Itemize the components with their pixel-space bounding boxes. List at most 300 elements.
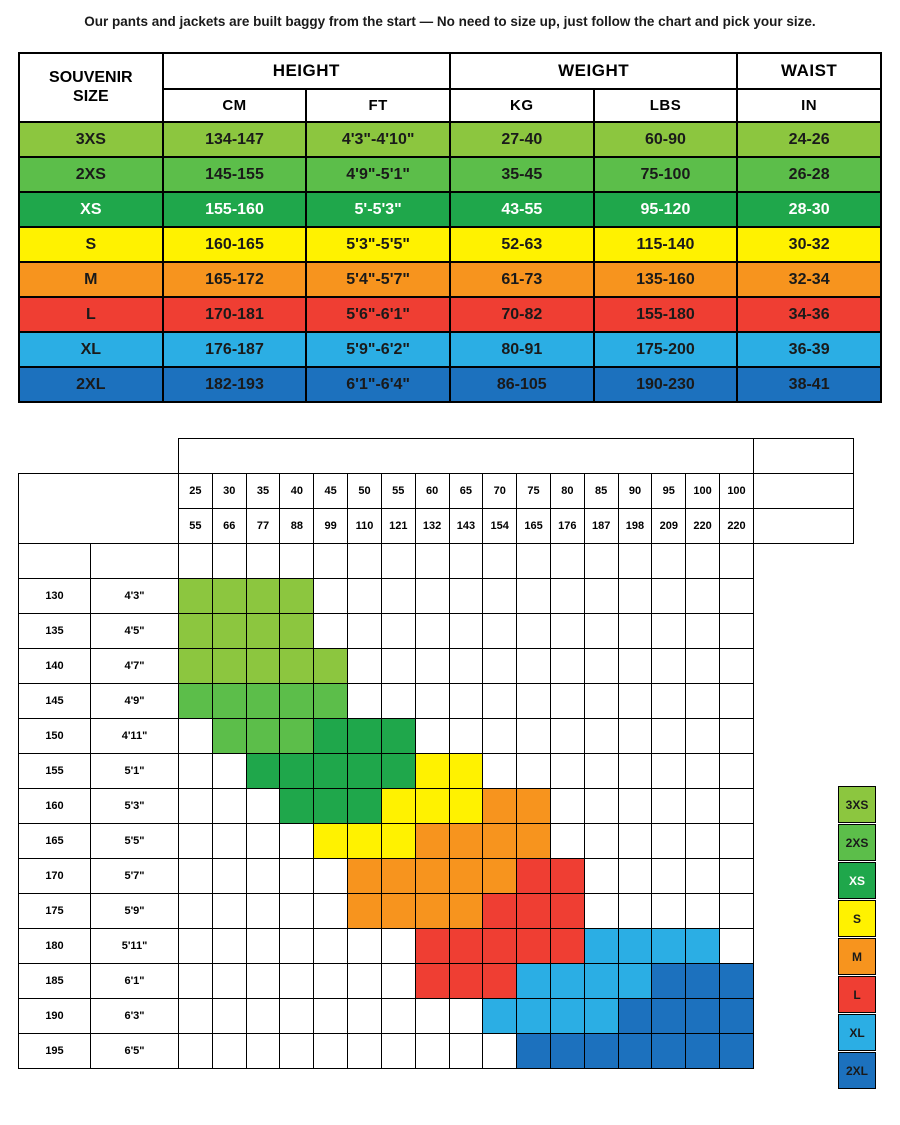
matrix-cell-empty bbox=[618, 719, 652, 754]
matrix-cell-empty bbox=[618, 789, 652, 824]
spacer-unit bbox=[754, 684, 854, 719]
kg-tick: 25 bbox=[179, 474, 213, 509]
size-cell-cm: 145-155 bbox=[163, 157, 307, 192]
table-row bbox=[19, 122, 881, 157]
table-row bbox=[19, 157, 881, 192]
matrix-cell-2xs bbox=[280, 719, 314, 754]
matrix-cell-empty bbox=[179, 929, 213, 964]
matrix-cell-empty bbox=[381, 579, 415, 614]
matrix-cell-empty bbox=[314, 929, 348, 964]
matrix-cell-s bbox=[415, 789, 449, 824]
matrix-cell-empty bbox=[550, 544, 584, 579]
matrix-cell-xl bbox=[584, 929, 618, 964]
matrix-cell-empty bbox=[618, 614, 652, 649]
matrix-cell-empty bbox=[618, 579, 652, 614]
matrix-cell-s bbox=[348, 824, 382, 859]
size-cell-cm: 170-181 bbox=[163, 297, 307, 332]
ft-unit-label bbox=[91, 544, 179, 579]
matrix-cell-empty bbox=[720, 929, 754, 964]
matrix-cell-empty bbox=[550, 614, 584, 649]
matrix-cell-empty bbox=[415, 999, 449, 1034]
matrix-cell-empty bbox=[517, 684, 551, 719]
matrix-cell-empty bbox=[415, 614, 449, 649]
matrix-cell-empty bbox=[449, 579, 483, 614]
matrix-cell-empty bbox=[415, 719, 449, 754]
matrix-cell-empty bbox=[720, 649, 754, 684]
height-ft-label: 4'3" bbox=[91, 579, 179, 614]
height-ft-label: 4'9" bbox=[91, 684, 179, 719]
matrix-cell-xl bbox=[517, 964, 551, 999]
matrix-cell-empty bbox=[449, 684, 483, 719]
matrix-cell-l bbox=[483, 929, 517, 964]
height-ft-label: 5'9" bbox=[91, 894, 179, 929]
matrix-cell-2xl bbox=[720, 999, 754, 1034]
matrix-cell-xs bbox=[314, 719, 348, 754]
matrix-cell-empty bbox=[212, 929, 246, 964]
kg-tick: 50 bbox=[348, 474, 382, 509]
matrix-cell-xs bbox=[280, 789, 314, 824]
size-cell-size: 2XL bbox=[19, 367, 163, 402]
matrix-cell-empty bbox=[449, 1034, 483, 1069]
cm-unit-label bbox=[19, 544, 91, 579]
matrix-cell-empty bbox=[348, 929, 382, 964]
size-cell-ft: 5'4"-5'7" bbox=[306, 262, 450, 297]
matrix-cell-empty bbox=[517, 754, 551, 789]
matrix-cell-3xs bbox=[314, 649, 348, 684]
matrix-cell-empty bbox=[348, 999, 382, 1034]
matrix-cell-empty bbox=[686, 824, 720, 859]
size-cell-ft: 5'-5'3" bbox=[306, 192, 450, 227]
size-cell-size: 3XS bbox=[19, 122, 163, 157]
size-cell-in: 28-30 bbox=[737, 192, 881, 227]
lbs-tick: 187 bbox=[584, 509, 618, 544]
matrix-cell-l bbox=[550, 894, 584, 929]
size-cell-kg: 70-82 bbox=[450, 297, 594, 332]
matrix-cell-m bbox=[348, 859, 382, 894]
matrix-cell-xs bbox=[314, 754, 348, 789]
size-cell-kg: 43-55 bbox=[450, 192, 594, 227]
matrix-row bbox=[19, 649, 854, 684]
matrix-cell-2xl bbox=[652, 999, 686, 1034]
matrix-cell-empty bbox=[483, 544, 517, 579]
matrix-cell-empty bbox=[550, 719, 584, 754]
matrix-cell-l bbox=[483, 964, 517, 999]
matrix-cell-empty bbox=[618, 859, 652, 894]
matrix-title-row bbox=[19, 439, 854, 474]
souvenir-size-header bbox=[19, 53, 163, 122]
matrix-cell-empty bbox=[381, 1034, 415, 1069]
matrix-cell-xs bbox=[348, 789, 382, 824]
sub-header-ft: FT bbox=[306, 89, 450, 122]
spacer-unit bbox=[754, 544, 854, 579]
matrix-cell-empty bbox=[686, 684, 720, 719]
legend-item-s: S bbox=[838, 900, 876, 937]
matrix-cell-empty bbox=[652, 544, 686, 579]
size-cell-size: XL bbox=[19, 332, 163, 367]
matrix-cell-empty bbox=[212, 964, 246, 999]
matrix-cell-empty bbox=[212, 894, 246, 929]
height-cm-label: 155 bbox=[19, 754, 91, 789]
matrix-row bbox=[19, 1034, 854, 1069]
matrix-row bbox=[19, 684, 854, 719]
matrix-cell-empty bbox=[550, 649, 584, 684]
size-cell-size: M bbox=[19, 262, 163, 297]
matrix-cell-3xs bbox=[280, 579, 314, 614]
matrix-kg-row bbox=[19, 474, 854, 509]
size-cell-cm: 165-172 bbox=[163, 262, 307, 297]
lbs-tick: 55 bbox=[179, 509, 213, 544]
matrix-cell-empty bbox=[280, 859, 314, 894]
matrix-cell-m bbox=[449, 824, 483, 859]
height-cm-label: 180 bbox=[19, 929, 91, 964]
matrix-cell-empty bbox=[720, 754, 754, 789]
lbs-tick: 154 bbox=[483, 509, 517, 544]
spacer-unit bbox=[754, 614, 854, 649]
matrix-cell-empty bbox=[652, 719, 686, 754]
height-ft-label: 4'5" bbox=[91, 614, 179, 649]
matrix-cell-empty bbox=[280, 824, 314, 859]
matrix-cell-m bbox=[415, 859, 449, 894]
lbs-tick: 198 bbox=[618, 509, 652, 544]
matrix-cell-empty bbox=[652, 579, 686, 614]
matrix-cell-empty bbox=[449, 614, 483, 649]
matrix-cell-empty bbox=[584, 614, 618, 649]
matrix-cell-empty bbox=[246, 859, 280, 894]
kg-tick: 100 bbox=[720, 474, 754, 509]
matrix-cell-2xl bbox=[720, 1034, 754, 1069]
matrix-cell-empty bbox=[483, 754, 517, 789]
souvenir-size-header-line2: SIZE bbox=[73, 87, 109, 105]
matrix-row bbox=[19, 614, 854, 649]
matrix-cell-empty bbox=[686, 649, 720, 684]
matrix-cell-empty bbox=[314, 999, 348, 1034]
matrix-cell-empty bbox=[246, 929, 280, 964]
souvenir-size-table bbox=[18, 52, 882, 403]
matrix-cell-empty bbox=[652, 789, 686, 824]
matrix-cell-empty bbox=[415, 649, 449, 684]
matrix-cell-empty bbox=[720, 614, 754, 649]
matrix-cell-empty bbox=[550, 754, 584, 789]
height-ft-label: 6'1" bbox=[91, 964, 179, 999]
matrix-cell-empty bbox=[280, 1034, 314, 1069]
kg-tick: 60 bbox=[415, 474, 449, 509]
size-cell-lbs: 75-100 bbox=[594, 157, 738, 192]
matrix-cell-2xs bbox=[212, 719, 246, 754]
matrix-cell-xs bbox=[348, 754, 382, 789]
size-cell-cm: 155-160 bbox=[163, 192, 307, 227]
matrix-cell-m bbox=[348, 894, 382, 929]
height-cm-label: 190 bbox=[19, 999, 91, 1034]
sub-header-lbs: LBS bbox=[594, 89, 738, 122]
matrix-cell-empty bbox=[584, 649, 618, 684]
matrix-cell-xl bbox=[652, 929, 686, 964]
matrix-cell-3xs bbox=[179, 579, 213, 614]
matrix-cell-empty bbox=[212, 999, 246, 1034]
matrix-cell-empty bbox=[179, 1034, 213, 1069]
matrix-cell-2xl bbox=[584, 1034, 618, 1069]
matrix-cell-xl bbox=[584, 999, 618, 1034]
matrix-cell-empty bbox=[246, 789, 280, 824]
matrix-cell-2xl bbox=[686, 964, 720, 999]
sub-header-kg: KG bbox=[450, 89, 594, 122]
height-cm-label: 160 bbox=[19, 789, 91, 824]
size-table-head bbox=[19, 53, 881, 122]
matrix-cell-empty bbox=[550, 579, 584, 614]
matrix-cell-empty bbox=[584, 544, 618, 579]
matrix-cell-empty bbox=[686, 544, 720, 579]
lbs-tick: 88 bbox=[280, 509, 314, 544]
height-cm-label: 135 bbox=[19, 614, 91, 649]
size-table-body bbox=[19, 122, 881, 402]
lbs-tick: 143 bbox=[449, 509, 483, 544]
matrix-cell-2xl bbox=[618, 1034, 652, 1069]
matrix-cell-empty bbox=[381, 999, 415, 1034]
matrix-row bbox=[19, 964, 854, 999]
matrix-cell-empty bbox=[246, 894, 280, 929]
legend-item-xl: XL bbox=[838, 1014, 876, 1051]
matrix-cell-2xl bbox=[652, 964, 686, 999]
matrix-cell-empty bbox=[348, 684, 382, 719]
lbs-unit-label bbox=[754, 509, 854, 544]
matrix-cell-2xs bbox=[280, 684, 314, 719]
matrix-cell-empty bbox=[179, 964, 213, 999]
table-row bbox=[19, 262, 881, 297]
table-row bbox=[19, 332, 881, 367]
matrix-cell-2xl bbox=[550, 1034, 584, 1069]
kg-tick: 55 bbox=[381, 474, 415, 509]
matrix-cell-empty bbox=[618, 824, 652, 859]
matrix-cell-empty bbox=[618, 684, 652, 719]
size-cell-kg: 52-63 bbox=[450, 227, 594, 262]
height-ft-label: 4'11" bbox=[91, 719, 179, 754]
intro-text: Our pants and jackets are built baggy from the start — No need to size up, just follow the chart and pick your size. bbox=[84, 14, 816, 29]
matrix-cell-empty bbox=[280, 929, 314, 964]
kg-tick: 40 bbox=[280, 474, 314, 509]
height-ft-label: 6'3" bbox=[91, 999, 179, 1034]
height-cm-label: 170 bbox=[19, 859, 91, 894]
matrix-cell-empty bbox=[652, 754, 686, 789]
matrix-cell-empty bbox=[381, 614, 415, 649]
matrix-cell-l bbox=[449, 964, 483, 999]
matrix-cell-empty bbox=[720, 824, 754, 859]
matrix-cell-s bbox=[314, 824, 348, 859]
matrix-cell-2xs bbox=[212, 684, 246, 719]
size-cell-lbs: 115-140 bbox=[594, 227, 738, 262]
matrix-body bbox=[19, 439, 854, 1069]
matrix-cell-empty bbox=[652, 649, 686, 684]
matrix-cell-xl bbox=[483, 999, 517, 1034]
size-cell-in: 38-41 bbox=[737, 367, 881, 402]
matrix-cell-empty bbox=[348, 544, 382, 579]
matrix-cell-2xs bbox=[246, 719, 280, 754]
matrix-cell-empty bbox=[550, 789, 584, 824]
matrix-cell-empty bbox=[348, 1034, 382, 1069]
matrix-cell-2xl bbox=[652, 1034, 686, 1069]
matrix-cell-3xs bbox=[246, 649, 280, 684]
size-cell-ft: 4'3"-4'10" bbox=[306, 122, 450, 157]
matrix-cell-empty bbox=[246, 964, 280, 999]
matrix-cell-empty bbox=[584, 754, 618, 789]
matrix-cell-empty bbox=[584, 894, 618, 929]
legend-item-3xs: 3XS bbox=[838, 786, 876, 823]
matrix-cell-empty bbox=[618, 544, 652, 579]
matrix-cell-empty bbox=[483, 579, 517, 614]
matrix-cell-empty bbox=[720, 859, 754, 894]
kg-tick: 100 bbox=[686, 474, 720, 509]
matrix-cell-xs bbox=[246, 754, 280, 789]
height-weight-matrix bbox=[18, 438, 882, 1069]
matrix-cell-empty bbox=[280, 544, 314, 579]
matrix-cell-empty bbox=[246, 824, 280, 859]
matrix-cell-m bbox=[483, 789, 517, 824]
matrix-cell-empty bbox=[179, 824, 213, 859]
matrix-cell-empty bbox=[550, 824, 584, 859]
size-cell-kg: 61-73 bbox=[450, 262, 594, 297]
matrix-cell-3xs bbox=[179, 614, 213, 649]
height-ft-label: 6'5" bbox=[91, 1034, 179, 1069]
matrix-cell-empty bbox=[280, 894, 314, 929]
legend-item-xs: XS bbox=[838, 862, 876, 899]
matrix-cell-s bbox=[449, 789, 483, 824]
matrix-cell-empty bbox=[686, 789, 720, 824]
matrix-cell-empty bbox=[246, 1034, 280, 1069]
matrix-cell-xs bbox=[280, 754, 314, 789]
kg-tick: 65 bbox=[449, 474, 483, 509]
matrix-cell-empty bbox=[483, 614, 517, 649]
matrix-cell-empty bbox=[179, 544, 213, 579]
matrix-cell-xl bbox=[618, 929, 652, 964]
table-row bbox=[19, 297, 881, 332]
size-cell-in: 30-32 bbox=[737, 227, 881, 262]
matrix-cell-l bbox=[517, 894, 551, 929]
matrix-cell-empty bbox=[720, 719, 754, 754]
matrix-row bbox=[19, 789, 854, 824]
matrix-cell-empty bbox=[720, 894, 754, 929]
matrix-cell-m bbox=[381, 859, 415, 894]
size-cell-in: 32-34 bbox=[737, 262, 881, 297]
matrix-cell-empty bbox=[212, 789, 246, 824]
lbs-tick: 176 bbox=[550, 509, 584, 544]
matrix-cell-empty bbox=[212, 859, 246, 894]
size-cell-in: 24-26 bbox=[737, 122, 881, 157]
kg-tick: 45 bbox=[314, 474, 348, 509]
matrix-cell-2xl bbox=[720, 964, 754, 999]
kg-tick: 35 bbox=[246, 474, 280, 509]
size-cell-kg: 80-91 bbox=[450, 332, 594, 367]
matrix-cell-empty bbox=[449, 649, 483, 684]
matrix-cell-empty bbox=[246, 544, 280, 579]
matrix-table bbox=[18, 438, 854, 1069]
matrix-cell-empty bbox=[348, 614, 382, 649]
matrix-cell-empty bbox=[584, 789, 618, 824]
size-cell-size: S bbox=[19, 227, 163, 262]
size-legend bbox=[838, 786, 878, 1090]
matrix-height-unit-row bbox=[19, 544, 854, 579]
matrix-row bbox=[19, 754, 854, 789]
matrix-cell-empty bbox=[381, 649, 415, 684]
size-cell-ft: 5'6"-6'1" bbox=[306, 297, 450, 332]
size-cell-size: L bbox=[19, 297, 163, 332]
height-ft-label: 5'1" bbox=[91, 754, 179, 789]
size-cell-cm: 176-187 bbox=[163, 332, 307, 367]
legend-item-2xs: 2XS bbox=[838, 824, 876, 861]
spacer-unit bbox=[754, 649, 854, 684]
matrix-cell-empty bbox=[212, 544, 246, 579]
matrix-cell-empty bbox=[179, 894, 213, 929]
matrix-cell-xl bbox=[550, 999, 584, 1034]
matrix-cell-empty bbox=[449, 999, 483, 1034]
matrix-cell-l bbox=[449, 929, 483, 964]
size-cell-lbs: 190-230 bbox=[594, 367, 738, 402]
matrix-cell-empty bbox=[517, 579, 551, 614]
size-cell-lbs: 135-160 bbox=[594, 262, 738, 297]
matrix-cell-empty bbox=[314, 1034, 348, 1069]
matrix-cell-3xs bbox=[246, 579, 280, 614]
matrix-cell-empty bbox=[415, 544, 449, 579]
size-cell-kg: 35-45 bbox=[450, 157, 594, 192]
matrix-cell-xl bbox=[618, 964, 652, 999]
matrix-cell-empty bbox=[483, 1034, 517, 1069]
matrix-cell-empty bbox=[618, 754, 652, 789]
matrix-cell-empty bbox=[179, 859, 213, 894]
matrix-cell-m bbox=[449, 894, 483, 929]
lbs-tick: 77 bbox=[246, 509, 280, 544]
matrix-cell-m bbox=[415, 894, 449, 929]
matrix-cell-xs bbox=[381, 754, 415, 789]
matrix-cell-empty bbox=[246, 999, 280, 1034]
matrix-cell-2xs bbox=[246, 684, 280, 719]
matrix-cell-empty bbox=[314, 579, 348, 614]
matrix-cell-empty bbox=[618, 649, 652, 684]
size-cell-ft: 4'9"-5'1" bbox=[306, 157, 450, 192]
height-ft-label: 5'7" bbox=[91, 859, 179, 894]
matrix-cell-l bbox=[517, 929, 551, 964]
matrix-cell-empty bbox=[584, 719, 618, 754]
size-cell-kg: 86-105 bbox=[450, 367, 594, 402]
height-cm-label: 165 bbox=[19, 824, 91, 859]
kg-unit-label bbox=[754, 474, 854, 509]
sub-header-cm: CM bbox=[163, 89, 307, 122]
matrix-cell-xs bbox=[381, 719, 415, 754]
size-cell-lbs: 175-200 bbox=[594, 332, 738, 367]
matrix-cell-empty bbox=[686, 614, 720, 649]
kg-tick: 75 bbox=[517, 474, 551, 509]
matrix-cell-empty bbox=[720, 789, 754, 824]
matrix-cell-2xl bbox=[686, 999, 720, 1034]
matrix-cell-empty bbox=[381, 929, 415, 964]
matrix-row bbox=[19, 999, 854, 1034]
matrix-cell-empty bbox=[314, 894, 348, 929]
matrix-row bbox=[19, 719, 854, 754]
matrix-cell-s bbox=[449, 754, 483, 789]
size-cell-in: 36-39 bbox=[737, 332, 881, 367]
matrix-cell-empty bbox=[686, 894, 720, 929]
matrix-cell-empty bbox=[686, 719, 720, 754]
matrix-cell-3xs bbox=[212, 579, 246, 614]
height-cm-label: 130 bbox=[19, 579, 91, 614]
height-cm-label: 195 bbox=[19, 1034, 91, 1069]
sub-header-in: IN bbox=[737, 89, 881, 122]
lbs-tick: 220 bbox=[720, 509, 754, 544]
lbs-tick: 66 bbox=[212, 509, 246, 544]
matrix-cell-empty bbox=[517, 649, 551, 684]
size-cell-cm: 160-165 bbox=[163, 227, 307, 262]
matrix-cell-empty bbox=[652, 894, 686, 929]
matrix-cell-2xl bbox=[686, 1034, 720, 1069]
matrix-cell-empty bbox=[314, 614, 348, 649]
lbs-tick: 132 bbox=[415, 509, 449, 544]
matrix-cell-empty bbox=[652, 824, 686, 859]
